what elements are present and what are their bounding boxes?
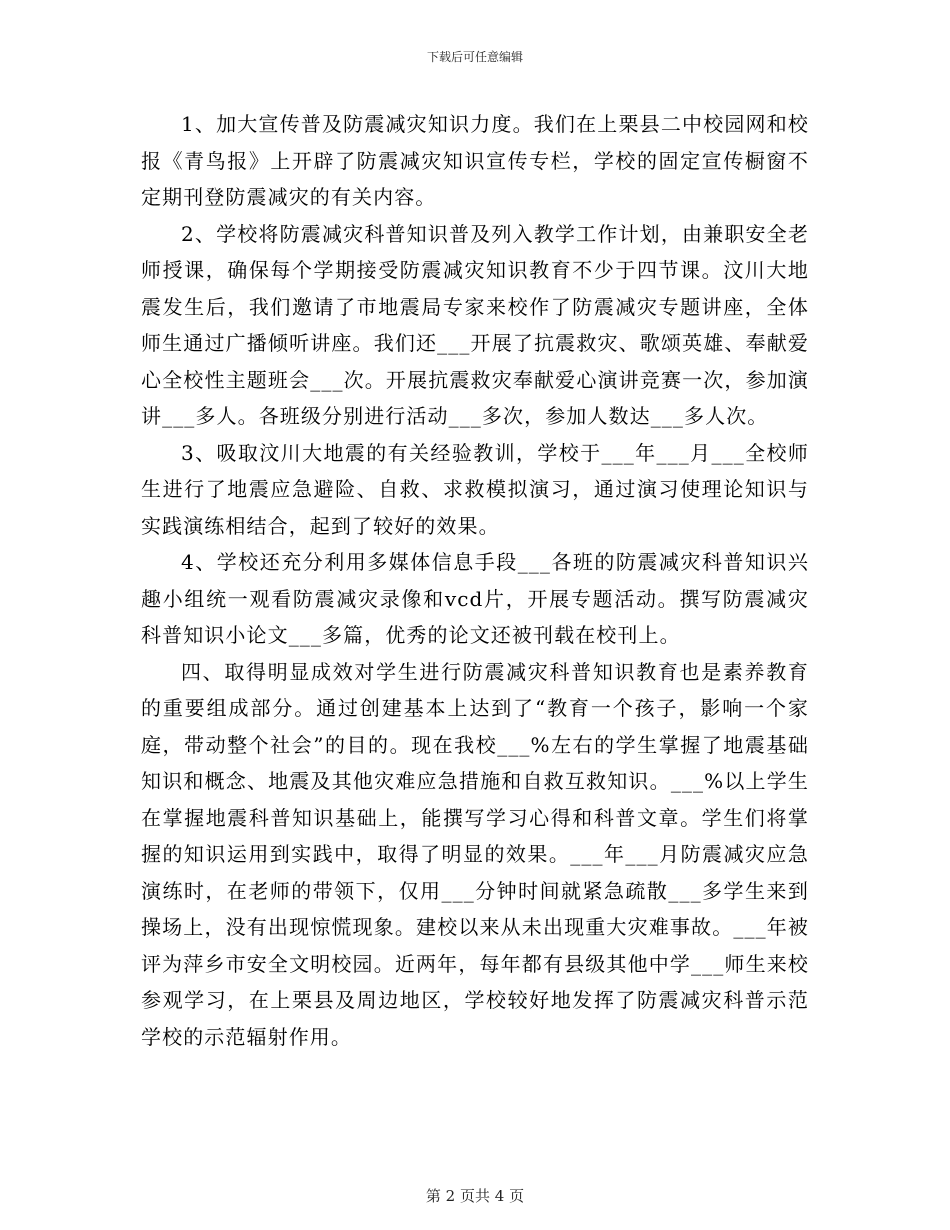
paragraph-1: 1、加大宣传普及防震减灾知识力度。我们在上栗县二中校园网和校报《青鸟报》上开辟了防震减灾知识宣传专栏，学校的固定宣传橱窗不定期刊登防震减灾的有关内容。 [141, 112, 809, 209]
paragraph-4: 4、学校还充分利用多媒体信息手段___各班的防震减灾科普知识兴趣小组统一观看防震减灾录像和vcd片，开展专题活动。撰写防震减灾科普知识小论文___多篇，优秀的论文还被刊载在校刊上。 [141, 550, 809, 647]
paragraph-5: 四、取得明显成效对学生进行防震减灾科普知识教育也是素养教育的重要组成部分。通过创建基本上达到了“教育一个孩子，影响一个家庭，带动整个社会”的目的。现在我校___%左右的学生掌握了地震基础知识和概念、地震及其他灾难应急措施和自救互救知识。___%以上学生在掌握地震科普知识基础上，能撰写学习心得和科普文章。学生们将掌握的知识运用到实践中，取得了明显的效果。___年___月防震减灾应急演练时，在老师的带领下，仅用___分钟时间就紧急疏散___多学生来到操场上，没有出现惊慌现象。建校以来从未出现重大灾难事故。___年被评为萍乡市安全文明校园。近两年，每年都有县级其他中学___师生来校参观学习，在上栗县及周边地区，学校较好地发挥了防震减灾科普示范学校的示范辐射作用。 [141, 659, 809, 1049]
paragraph-3: 3、吸取汶川大地震的有关经验教训，学校于___年___月___全校师生进行了地震应急避险、自救、求救模拟演习，通过演习使理论知识与实践演练相结合，起到了较好的效果。 [141, 440, 809, 538]
document-body [141, 106, 809, 1055]
paragraph-2: 2、学校将防震减灾科普知识普及列入教学工作计划，由兼职安全老师授课，确保每个学期接受防震减灾知识教育不少于四节课。汶川大地震发生后，我们邀请了市地震局专家来校作了防震减灾专题讲座，全体师生通过广播倾听讲座。我们还___开展了抗震救灾、歌颂英雄、奉献爱心全校性主题班会___次。开展抗震救灾奉献爱心演讲竞赛一次，参加演讲___多人。各班级分别进行活动___多次，参加人数达___多人次。 [141, 221, 809, 428]
page-footer: 第 2 页共 4 页 [425, 1187, 525, 1205]
page-header: 下载后可任意编辑 [426, 50, 523, 64]
